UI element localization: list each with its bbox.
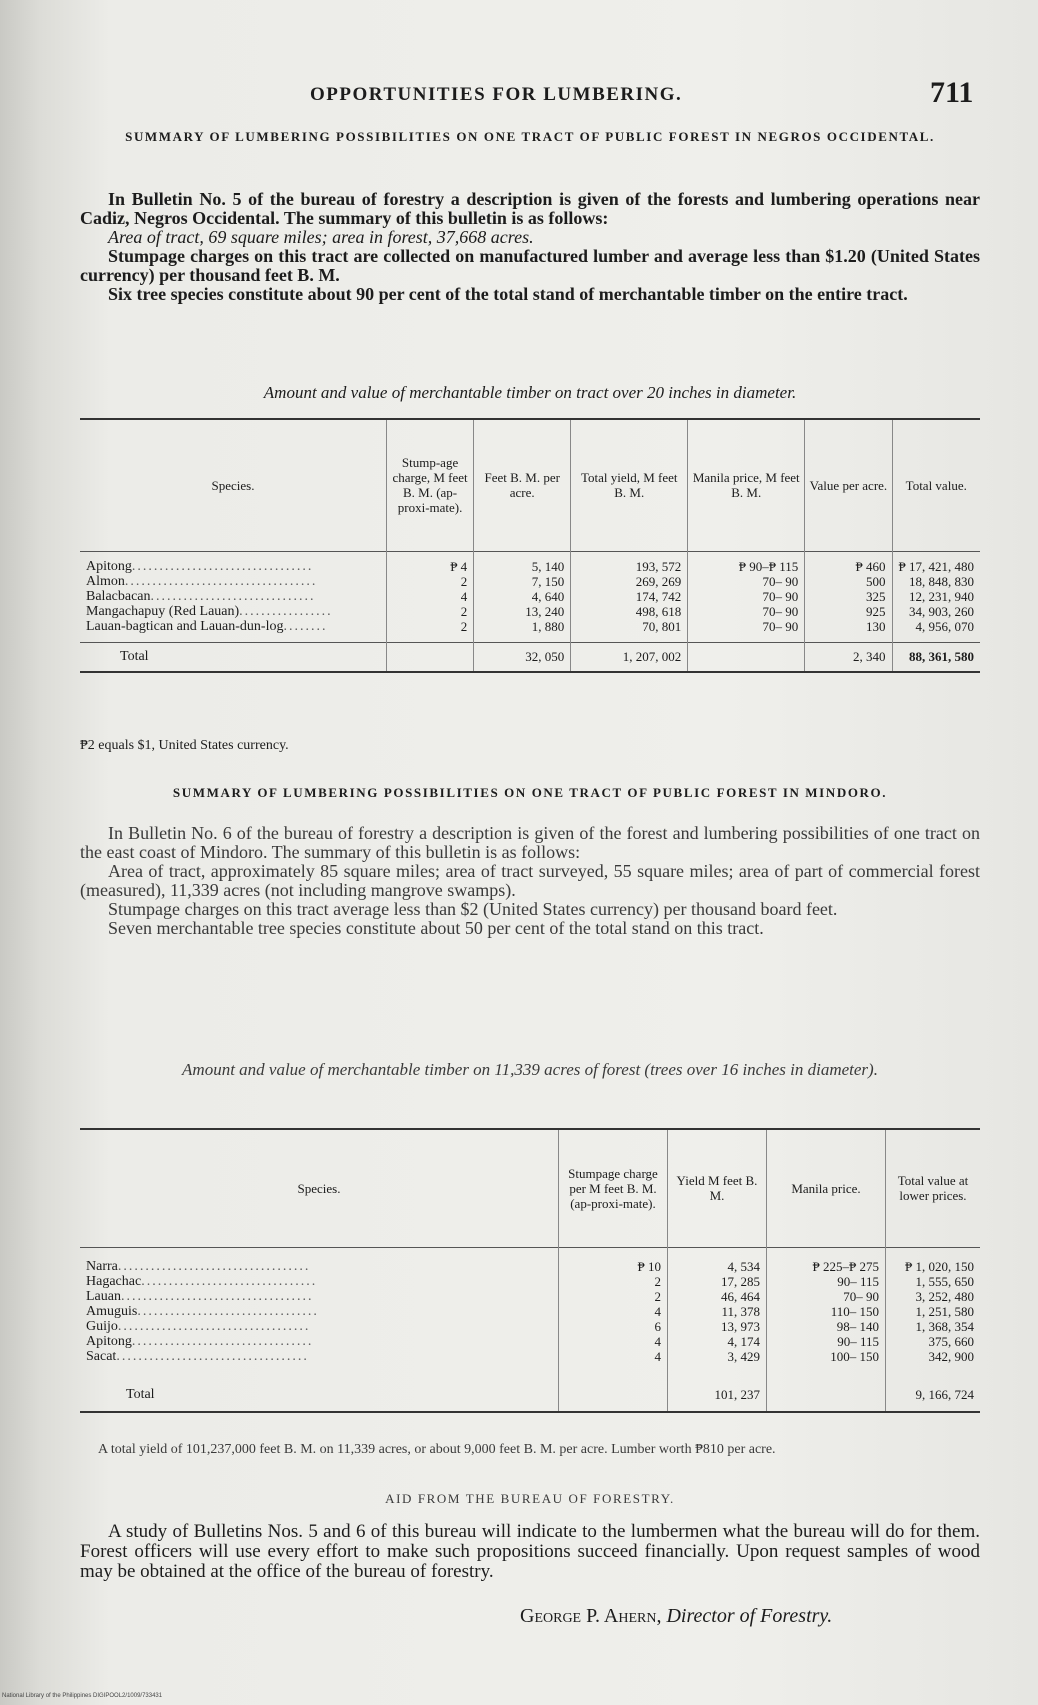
cell: 32, 050: [474, 642, 571, 672]
table-row: [80, 589, 980, 604]
scan-footer: National Library of the Philippines DIGIPOOL2/1009/733431: [2, 1693, 163, 1699]
cell: 70– 90: [688, 574, 805, 589]
table-row: [80, 619, 980, 634]
cell: 70– 90: [767, 1289, 886, 1304]
negros-summary: [80, 190, 980, 304]
cell: 4, 640: [474, 589, 571, 604]
negros-heading: SUMMARY OF LUMBERING POSSIBILITIES ON ONE TRACT OF PUBLIC FOREST IN NEGROS OCCIDENTAL.: [125, 129, 935, 144]
cell: 70– 90: [688, 619, 805, 634]
negros-table-wrap: [80, 418, 980, 673]
species-cell: Balacbacan..............................: [86, 589, 316, 604]
cell: 498, 618: [571, 604, 688, 619]
table-row: [80, 604, 980, 619]
species-cell: Mangachapuy (Red Lauan).................: [86, 604, 333, 619]
mindoro-footnote: A total yield of 101,237,000 feet B. M. on 11,339 acres, or about 9,000 feet B. M. per acre. Lumber worth ₱810 per acre.: [98, 1442, 776, 1457]
cell: 90– 115: [767, 1334, 886, 1349]
mindoro-summary: [80, 824, 980, 938]
col-header: Total value at lower prices.: [886, 1129, 981, 1247]
cell: ₱ 90–₱ 115: [688, 559, 805, 574]
aid-text: A study of Bulletins Nos. 5 and 6 of this bureau will indicate to the lumbermen what the bureau will do for them. Forest officers will use every effort to make such propositions succeed financially. Upon request samples of wood may be obtained at the office of the bureau of forestry.: [80, 1521, 980, 1582]
col-header: Manila price, M feet B. M.: [688, 419, 805, 551]
cell: ₱ 4: [386, 559, 473, 574]
cell: 269, 269: [571, 574, 688, 589]
col-header: Species.: [297, 1180, 341, 1196]
cell: 2: [386, 574, 473, 589]
table-row: [80, 1259, 980, 1274]
total-label: Total: [126, 1387, 155, 1402]
species-cell: Guijo...................................: [86, 1319, 311, 1334]
cell: 4: [386, 589, 473, 604]
signature: [520, 1605, 832, 1628]
dot-leader: ...................................: [120, 1289, 314, 1304]
cell: 4: [559, 1334, 668, 1349]
table-row: [80, 1319, 980, 1334]
cell: ₱ 1, 020, 150: [886, 1259, 981, 1274]
col-header: Feet B. M. per acre.: [474, 419, 571, 551]
cell: 1, 251, 580: [886, 1304, 981, 1319]
cell: 375, 660: [886, 1334, 981, 1349]
cell: 5, 140: [474, 559, 571, 574]
aid-heading: AID FROM THE BUREAU OF FORESTRY.: [385, 1491, 675, 1506]
mindoro-table-header-row: [80, 1129, 980, 1247]
cell: [767, 1378, 886, 1412]
dot-leader: ........: [283, 619, 328, 634]
cell: 2, 340: [805, 642, 892, 672]
cell: 13, 973: [668, 1319, 767, 1334]
mindoro-intro: In Bulletin No. 6 of the bureau of forestry a description is given of the forest and lumbering possibilities of one tract on the east coast of Mindoro. The summary of this bulletin is as follows:: [80, 823, 980, 862]
cell: 925: [805, 604, 892, 619]
col-header: Total value.: [892, 419, 980, 551]
cell: 88, 361, 580: [892, 642, 980, 672]
mindoro-heading: SUMMARY OF LUMBERING POSSIBILITIES ON ONE TRACT OF PUBLIC FOREST IN MINDORO.: [172, 785, 888, 800]
mindoro-table-wrap: [80, 1128, 980, 1413]
negros-footnote-wrap: [80, 738, 980, 754]
cell: 13, 240: [474, 604, 571, 619]
species-cell: Lauan-bagtican and Lauan-dun-log........: [86, 619, 328, 634]
negros-caption: Amount and value of merchantable timber on tract over 20 inches in diameter.: [263, 383, 797, 402]
cell: 1, 368, 354: [886, 1319, 981, 1334]
cell: 4, 174: [668, 1334, 767, 1349]
mindoro-caption: Amount and value of merchantable timber on 11,339 acres of forest (trees over 16 inches in diameter).: [182, 1060, 878, 1079]
total-label: Total: [120, 649, 149, 665]
total-row: [80, 1378, 980, 1412]
cell: 100– 150: [767, 1349, 886, 1364]
dot-leader: ...................................: [117, 1319, 311, 1334]
cell: 1, 555, 650: [886, 1274, 981, 1289]
cell: 3, 429: [668, 1349, 767, 1364]
species-cell: Narra...................................: [86, 1259, 311, 1274]
negros-intro: In Bulletin No. 5 of the bureau of forestry a description is given of the forests and lumbering operations near Cadiz, Negros Occidental. The summary of this bulletin is as follows:: [80, 189, 980, 228]
cell: [386, 642, 473, 672]
cell: 18, 848, 830: [892, 574, 980, 589]
dot-leader: ...................................: [116, 1349, 309, 1364]
col-header: Yield M feet B. M.: [668, 1129, 767, 1247]
species-cell: Hagachac................................: [86, 1274, 318, 1289]
cell: [559, 1378, 668, 1412]
cell: 2: [559, 1289, 668, 1304]
table-row: [80, 1274, 980, 1289]
dot-leader: .................................: [131, 559, 314, 574]
col-header: Total yield, M feet B. M.: [571, 419, 688, 551]
dot-leader: .................................: [131, 1334, 314, 1349]
table-row: [80, 1304, 980, 1319]
cell: 4, 956, 070: [892, 619, 980, 634]
cell: 342, 900: [886, 1349, 981, 1364]
cell: ₱ 225–₱ 275: [767, 1259, 886, 1274]
mindoro-stumpage: Stumpage charges on this tract average less than $2 (United States currency) per thousand board feet.: [108, 899, 838, 919]
cell: 70– 90: [688, 604, 805, 619]
dot-leader: ................................: [141, 1274, 318, 1289]
total-row: [80, 642, 980, 672]
col-header: Stumpage charge per M feet B. M. (ap-proxi-mate).: [559, 1129, 668, 1247]
cell: 2: [559, 1274, 668, 1289]
col-header: Value per acre.: [805, 419, 892, 551]
cell: 325: [805, 589, 892, 604]
cell: 98– 140: [767, 1319, 886, 1334]
table-row: [80, 1349, 980, 1364]
species-cell: Apitong.................................: [86, 1334, 314, 1349]
species-cell: Sacat...................................: [86, 1349, 309, 1364]
dot-leader: ...................................: [117, 1259, 311, 1274]
table-row: [80, 574, 980, 589]
cell: 130: [805, 619, 892, 634]
dot-leader: ...................................: [124, 574, 318, 589]
aid-section: [80, 1490, 980, 1508]
running-title: OPPORTUNITIES FOR LUMBERING.: [310, 84, 683, 105]
dot-leader: .................: [239, 604, 333, 619]
cell: 90– 115: [767, 1274, 886, 1289]
cell: 17, 285: [668, 1274, 767, 1289]
species-cell: Apitong.................................: [86, 559, 314, 574]
negros-area: Area of tract, 69 square miles; area in forest, 37,668 acres.: [108, 227, 534, 247]
cell: 101, 237: [668, 1378, 767, 1412]
negros-section: [80, 128, 980, 146]
cell: 11, 378: [668, 1304, 767, 1319]
col-header: Species.: [211, 477, 255, 493]
cell: 6: [559, 1319, 668, 1334]
cell: 12, 231, 940: [892, 589, 980, 604]
mindoro-table: [80, 1128, 980, 1413]
cell: 2: [386, 619, 473, 634]
col-header: Stump-age charge, M feet B. M. (ap-proxi-mate).: [386, 419, 473, 551]
cell: ₱ 460: [805, 559, 892, 574]
table-row: [80, 559, 980, 574]
cell: 70– 90: [688, 589, 805, 604]
mindoro-section: [80, 784, 980, 802]
cell: 3, 252, 480: [886, 1289, 981, 1304]
dot-leader: ..............................: [150, 589, 316, 604]
cell: ₱ 10: [559, 1259, 668, 1274]
negros-stumpage: Stumpage charges on this tract are collected on manufactured lumber and average less than $1.20 (United States currency) per thousand feet B. M.: [80, 246, 980, 285]
species-cell: Lauan...................................: [86, 1289, 314, 1304]
cell: [688, 642, 805, 672]
cell: 174, 742: [571, 589, 688, 604]
mindoro-table-caption: [80, 1060, 980, 1080]
cell: ₱ 17, 421, 480: [892, 559, 980, 574]
table-row: [80, 1289, 980, 1304]
mindoro-footnote-wrap: [80, 1442, 980, 1458]
signature-title: Director of Forestry.: [666, 1605, 833, 1627]
mindoro-species-note: Seven merchantable tree species constitute about 50 per cent of the total stand on this tract.: [108, 918, 764, 938]
cell: 46, 464: [668, 1289, 767, 1304]
page-number: 711: [930, 76, 974, 109]
negros-table-caption: [80, 383, 980, 403]
dot-leader: .................................: [137, 1304, 319, 1319]
cell: 193, 572: [571, 559, 688, 574]
aid-body: [80, 1522, 980, 1582]
negros-footnote: ₱2 equals $1, United States currency.: [80, 738, 289, 753]
cell: 34, 903, 260: [892, 604, 980, 619]
negros-species-note: Six tree species constitute about 90 per cent of the total stand of merchantable timber on the entire tract.: [108, 284, 908, 304]
cell: 9, 166, 724: [886, 1378, 981, 1412]
species-cell: Amuguis.................................: [86, 1304, 319, 1319]
negros-table: [80, 418, 980, 673]
cell: 110– 150: [767, 1304, 886, 1319]
cell: 2: [386, 604, 473, 619]
mindoro-area: Area of tract, approximately 85 square miles; area of tract surveyed, 55 square miles; area of part of commercial forest (measured), 11,339 acres (not including mangrove swamps).: [80, 861, 980, 900]
cell: 1, 207, 002: [571, 642, 688, 672]
cell: 4: [559, 1304, 668, 1319]
negros-table-header-row: [80, 419, 980, 551]
cell: 4, 534: [668, 1259, 767, 1274]
signature-name: George P. Ahern,: [520, 1605, 662, 1627]
col-header: Manila price.: [767, 1129, 886, 1247]
cell: 4: [559, 1349, 668, 1364]
table-row: [80, 1334, 980, 1349]
cell: 500: [805, 574, 892, 589]
species-cell: Almon...................................: [86, 574, 318, 589]
page-header: [0, 74, 1038, 114]
cell: 7, 150: [474, 574, 571, 589]
cell: 1, 880: [474, 619, 571, 634]
cell: 70, 801: [571, 619, 688, 634]
